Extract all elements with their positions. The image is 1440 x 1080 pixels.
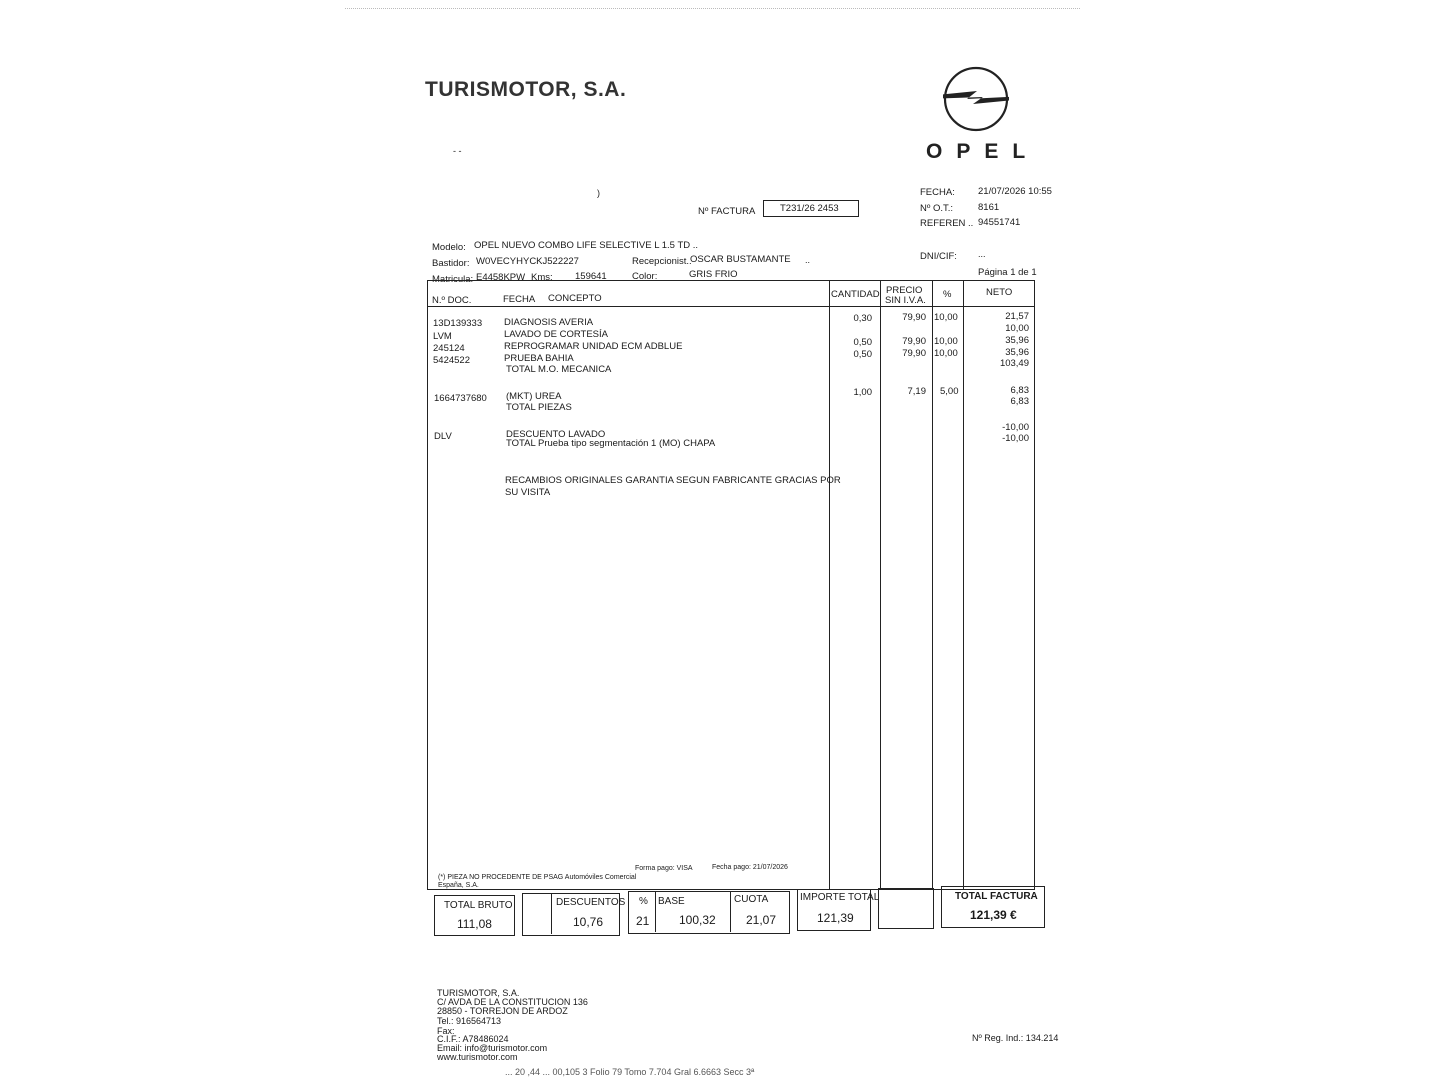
note-line-1: RECAMBIOS ORIGINALES GARANTIA SEGUN FABRICANTE GRACIAS POR: [505, 475, 841, 486]
header-doc: N.º DOC.: [432, 295, 472, 306]
header-concepto: CONCEPTO: [548, 293, 602, 304]
fecha-value: 21/07/2026 10:55: [978, 186, 1052, 197]
row-doc: 1664737680: [434, 393, 487, 404]
opel-logo-text: OPEL: [926, 140, 1040, 163]
total-bruto-box: [434, 895, 515, 936]
header-pct: %: [943, 289, 952, 300]
row-pct: 10,00: [934, 336, 958, 347]
row-cantidad: 0,50: [853, 337, 872, 348]
descuentos-inner-divider: [551, 894, 552, 934]
row-neto: 6,83: [1010, 396, 1029, 407]
row-cantidad: 0,50: [853, 349, 872, 360]
col-divider-precio: [880, 280, 881, 890]
importe-total-label: IMPORTE TOTAL: [800, 892, 880, 903]
row-concepto: TOTAL PIEZAS: [506, 402, 572, 413]
recepcionista-dots: ..: [805, 255, 811, 265]
row-concepto: TOTAL Prueba tipo segmentación 1 (MO) CHAPA: [506, 438, 716, 449]
matricula-label: Matricula:: [432, 274, 474, 285]
header-cantidad: CANTIDAD: [831, 289, 880, 300]
row-precio: 79,90: [902, 336, 926, 347]
row-doc: 5424522: [433, 355, 470, 366]
row-concepto: DIAGNOSIS AVERIA: [504, 317, 594, 328]
total-bruto-value: 111,08: [457, 917, 492, 931]
row-concepto: (MKT) UREA: [506, 391, 562, 402]
footer-website: www.turismotor.com: [437, 1052, 518, 1062]
header-precio-2: SIN I.V.A.: [885, 295, 926, 306]
total-factura-label: TOTAL FACTURA: [955, 891, 1038, 902]
row-doc: DLV: [434, 431, 452, 442]
row-pct: 10,00: [934, 312, 958, 323]
top-dotted-rule: [345, 8, 1080, 9]
stray-dots: - -: [453, 146, 462, 156]
color-label: Color:: [632, 271, 658, 282]
recepcionista-value: OSCAR BUSTAMANTE: [690, 254, 791, 265]
row-neto: 6,83: [1010, 385, 1029, 396]
row-cantidad: 1,00: [853, 387, 872, 398]
footer-company: TURISMOTOR, S.A.: [437, 988, 520, 998]
fecha-label: FECHA:: [920, 187, 955, 198]
row-doc: 13D139333: [433, 318, 483, 329]
opel-logo-icon: [943, 66, 1009, 132]
factura-label: Nº FACTURA: [698, 206, 756, 217]
forma-pago: Forma pago: VISA: [635, 865, 693, 872]
dni-value: ...: [978, 249, 986, 259]
cuota-value: 21,07: [746, 913, 777, 927]
footer-phone: Tel.: 916564713: [437, 1016, 502, 1026]
row-precio: 7,19: [907, 386, 926, 397]
total-bruto-label: TOTAL BRUTO: [444, 900, 513, 911]
bastidor-value: W0VECYHYCKJ522227: [476, 256, 579, 267]
empty-total-box: [878, 888, 934, 929]
header-neto: NETO: [986, 287, 1013, 298]
ref-value: 94551741: [978, 217, 1021, 228]
row-neto: 35,96: [1005, 335, 1029, 346]
row-neto: 10,00: [1005, 323, 1029, 334]
pagina: Página 1 de 1: [978, 267, 1037, 278]
row-concepto: LAVADO DE CORTESÍA: [504, 329, 608, 340]
bastidor-label: Bastidor:: [432, 258, 470, 269]
iva-base-divider: [730, 892, 731, 932]
footer-reg-ind: Nº Reg. Ind.: 134.214: [972, 1033, 1059, 1043]
factura-value: T231/26 2453: [780, 203, 839, 214]
col-divider-cantidad: [829, 280, 830, 890]
row-neto: 35,96: [1005, 347, 1029, 358]
row-doc: LVM: [433, 331, 452, 342]
ot-value: 8161: [978, 202, 1000, 213]
footer-cif: C.I.F.: A78486024: [437, 1034, 509, 1044]
footer-email: Email: info@turismotor.com: [437, 1043, 548, 1053]
header-precio-1: PRECIO: [886, 285, 923, 296]
row-precio: 79,90: [902, 348, 926, 359]
dni-label: DNI/CIF:: [920, 251, 957, 262]
row-neto: -10,00: [1002, 422, 1029, 433]
total-factura-box: [941, 886, 1045, 928]
recepcionista-label: Recepcionist..: [632, 256, 692, 267]
kms-value: 159641: [575, 271, 607, 282]
iva-pct-divider: [655, 892, 656, 932]
ref-label: REFEREN ..: [920, 218, 974, 229]
importe-total-value: 121,39: [817, 911, 854, 925]
cuota-label: CUOTA: [734, 894, 769, 905]
row-doc: 245124: [433, 343, 465, 354]
factura-box: [763, 200, 859, 217]
row-cantidad: 0,30: [853, 313, 872, 324]
table-header-divider: [427, 306, 1035, 307]
footer-city: 28850 - TORREJON DE ARDOZ: [437, 1006, 568, 1016]
footer-fax: Fax:: [437, 1026, 455, 1036]
company-name: TURISMOTOR, S.A.: [425, 78, 627, 101]
importe-total-box: [797, 889, 880, 931]
iva-box: [628, 891, 790, 934]
modelo-label: Modelo:: [432, 242, 466, 253]
iva-pct-label: %: [639, 896, 648, 907]
kms-label: Kms:: [531, 272, 553, 283]
row-pct: 10,00: [934, 348, 958, 359]
ot-label: Nº O.T.:: [920, 203, 954, 214]
descuentos-box: [522, 893, 626, 936]
matricula-value: E4458KPW: [476, 272, 526, 283]
footer-registry-line: ... 20 ,44 ... 00,105 3 Folio 79 Tomo 7.704 Gral 6.6663 Secc 3ª: [505, 1067, 755, 1077]
row-neto: 21,57: [1005, 311, 1029, 322]
col-divider-neto: [963, 280, 964, 890]
row-concepto: PRUEBA BAHIA: [504, 353, 574, 364]
base-label: BASE: [658, 896, 685, 907]
note-line-2: SU VISITA: [505, 487, 551, 498]
stray-mark: ): [597, 188, 600, 198]
base-value: 100,32: [679, 913, 716, 927]
row-pct: 5,00: [940, 386, 959, 397]
row-neto: -10,00: [1002, 433, 1029, 444]
col-divider-pct: [932, 280, 933, 890]
row-concepto: TOTAL M.O. MECANICA: [506, 364, 612, 375]
iva-pct-value: 21: [636, 914, 650, 928]
footnote-line-2: España, S.A.: [438, 882, 479, 889]
footer-address: C/ AVDA DE LA CONSTITUCION 136: [437, 997, 588, 1007]
total-factura-value: 121,39 €: [970, 908, 1017, 922]
row-concepto: DESCUENTO LAVADO: [506, 429, 606, 440]
row-precio: 79,90: [902, 312, 926, 323]
row-neto: 103,49: [999, 358, 1029, 369]
modelo-value: OPEL NUEVO COMBO LIFE SELECTIVE L 1.5 TD ..: [474, 240, 699, 251]
descuentos-value: 10,76: [573, 915, 604, 929]
header-fecha: FECHA: [503, 294, 536, 305]
row-concepto: REPROGRAMAR UNIDAD ECM ADBLUE: [504, 341, 683, 352]
color-value: GRIS FRIO: [689, 269, 738, 280]
descuentos-label: DESCUENTOS: [556, 897, 626, 908]
footnote-line-1: (*) PIEZA NO PROCEDENTE DE PSAG Automóviles Comercial: [438, 874, 637, 881]
fecha-pago: Fecha pago: 21/07/2026: [712, 864, 788, 871]
